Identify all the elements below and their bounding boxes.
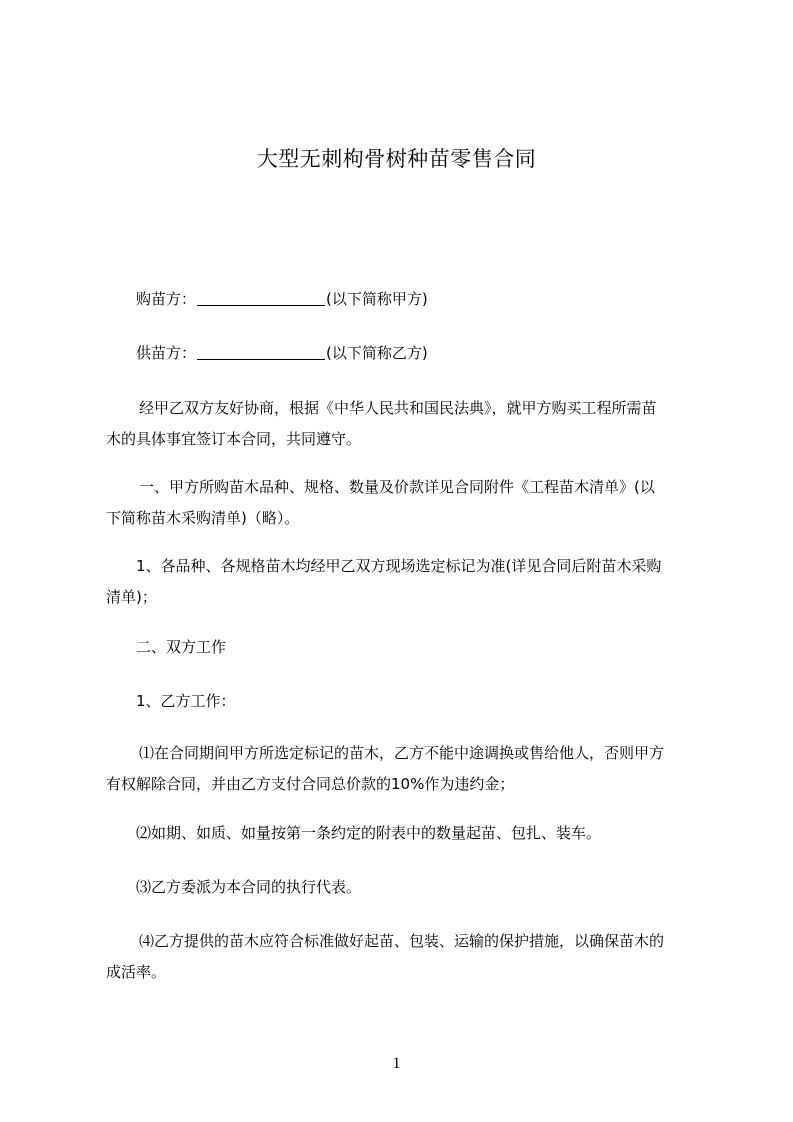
clause-2-paragraph: ⑵如期、如质、如量按第一条约定的附表中的数量起苗、包扎、装车。	[136, 824, 602, 842]
intro-paragraph	[106, 393, 716, 455]
page-number: 1	[392, 1055, 401, 1072]
clause-1-line-1: ⑴在合同期间甲方所选定标记的苗木，乙方不能中途调换或售给他人，否则甲方	[139, 744, 665, 762]
clause-1-paragraph	[106, 738, 716, 800]
section-1-line-2: 下简称苗木采购清单)（略）。	[106, 509, 300, 527]
document-title: 大型无刺枸骨树种苗零售合同	[256, 147, 537, 171]
supplier-label: 供苗方：	[136, 344, 197, 362]
buyer-suffix: (以下简称甲方)	[326, 290, 428, 308]
clause-4-line-2: 成活率。	[106, 963, 167, 981]
item-1-paragraph	[106, 551, 716, 613]
clause-1-line-2: 有权解除合同，并由乙方支付合同总价款的10%作为违约金；	[106, 775, 515, 793]
buyer-label: 购苗方：	[136, 290, 197, 308]
section-2-heading: 二、双方工作	[136, 638, 227, 656]
party-b-work-heading: 1、乙方工作：	[136, 692, 236, 710]
item-1-line-1: 1、各品种、各规格苗木均经甲乙双方现场选定标记为准(详见合同后附苗木采购	[136, 557, 662, 575]
clause-4-paragraph	[106, 926, 716, 988]
clause-3-paragraph: ⑶乙方委派为本合同的执行代表。	[136, 878, 362, 896]
buyer-name-blank	[197, 291, 325, 306]
supplier-line	[136, 338, 746, 369]
section-1-line-1: 一、甲方所购苗木品种、规格、数量及价款详见合同附件《工程苗木清单》(以	[139, 478, 655, 496]
supplier-suffix: (以下简称乙方)	[326, 344, 428, 362]
clause-4-line-1: ⑷乙方提供的苗木应符合标准做好起苗、包装、运输的保护措施，以确保苗木的	[139, 932, 665, 950]
intro-line-1: 经甲乙双方友好协商，根据《中华人民共和国民法典》，就甲方购买工程所需苗	[139, 399, 657, 417]
item-1-line-2: 清单)；	[106, 588, 157, 606]
section-1-paragraph	[106, 472, 716, 534]
intro-line-2: 木的具体事宜签订本合同，共同遵守。	[106, 430, 362, 448]
supplier-name-blank	[197, 345, 325, 360]
buyer-line	[136, 284, 746, 315]
